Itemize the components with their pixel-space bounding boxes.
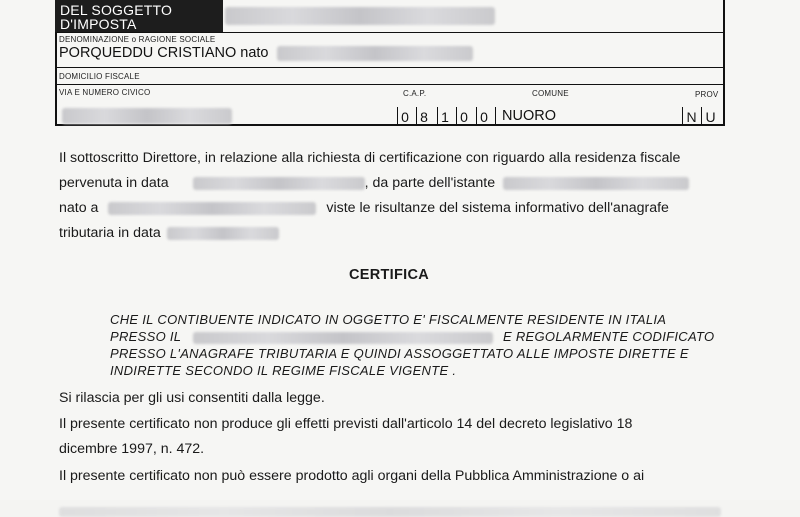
- cutoff-text: [59, 507, 721, 517]
- redacted-municipality: [193, 332, 493, 344]
- header-divider: [55, 84, 725, 85]
- soggetto-label-line1: DEL SOGGETTO: [60, 2, 173, 18]
- soggetto-label: [55, 0, 223, 32]
- name-row: [59, 45, 473, 61]
- redacted-address: [62, 108, 232, 124]
- administration-paragraph: [59, 464, 721, 514]
- intro-paragraph: [59, 146, 721, 246]
- redacted-date: [193, 177, 365, 190]
- intro-text: , da parte dell'istante: [364, 175, 496, 191]
- via-label: VIA E NUMERO CIVICO: [59, 88, 151, 97]
- intro-text: viste le risultanze del sistema informativo dell'anagrafe: [326, 200, 669, 216]
- cap-digit: 0: [476, 107, 491, 126]
- redacted-date: [167, 227, 279, 240]
- statement-text: E REGOLARMENTE CODIFICATO: [502, 329, 715, 344]
- cap-digit: 1: [437, 107, 452, 126]
- comune-label: COMUNE: [532, 89, 569, 98]
- effects-line: Il presente certificato non produce gli effetti previsti dall'articolo 14 del decreto legislativo 18: [59, 416, 633, 432]
- name-value: PORQUEDDU CRISTIANO nato: [59, 45, 269, 61]
- intro-text: tributaria in data: [59, 225, 161, 241]
- effects-paragraph: [59, 412, 721, 462]
- certification-statement: [110, 311, 722, 379]
- cap-label: C.A.P.: [403, 89, 427, 98]
- intro-line: Il sottoscritto Direttore, in relazione alla richiesta di certificazione con riguardo alla residenza fiscale: [59, 150, 681, 166]
- prov-label: PROV: [695, 90, 719, 99]
- intro-text: nato a: [59, 200, 99, 216]
- prov-letter: N: [682, 107, 700, 126]
- domicilio-label: DOMICILIO FISCALE: [59, 72, 140, 81]
- cap-digit: 8: [416, 107, 431, 126]
- header-divider: [55, 67, 725, 68]
- statement-line: [110, 328, 722, 345]
- effects-line: dicembre 1997, n. 472.: [59, 441, 205, 457]
- header-divider: [55, 32, 725, 33]
- soggetto-label-line2: D'IMPOSTA: [60, 16, 137, 32]
- redacted-applicant: [503, 177, 689, 190]
- statement-text: PRESSO IL: [110, 329, 182, 344]
- statement-line: INDIRETTE SECONDO IL REGIME FISCALE VIGENTE .: [110, 363, 457, 378]
- certifica-heading: CERTIFICA: [349, 267, 430, 283]
- prov-letter: U: [701, 107, 719, 126]
- intro-line: [59, 221, 721, 246]
- usage-paragraph: [59, 386, 721, 411]
- denominazione-label: DENOMINAZIONE o RAGIONE SOCIALE: [59, 35, 216, 44]
- statement-line: CHE IL CONTIBUENTE INDICATO IN OGGETTO E' FISCALMENTE RESIDENTE IN ITALIA: [110, 312, 667, 327]
- statement-line: PRESSO L'ANAGRAFE TRIBUTARIA E QUINDI ASSOGGETTATO ALLE IMPOSTE DIRETTE E: [110, 346, 689, 361]
- comune-value: NUORO: [502, 108, 556, 124]
- redacted-birthplace: [108, 202, 316, 215]
- cap-digit: 0: [456, 107, 471, 126]
- redacted-fiscal-code: [225, 4, 500, 28]
- cap-divider: [495, 107, 496, 126]
- cutoff-line: [59, 489, 721, 514]
- intro-line: [59, 171, 721, 196]
- usage-line: Si rilascia per gli usi consentiti dalla legge.: [59, 390, 325, 406]
- redacted-birth: [277, 46, 473, 61]
- administration-line: Il presente certificato non può essere prodotto agli organi della Pubblica Amministrazione o ai: [59, 468, 645, 484]
- intro-line: [59, 196, 721, 221]
- intro-text: pervenuta in data: [59, 175, 169, 191]
- cap-digit: 0: [397, 107, 412, 126]
